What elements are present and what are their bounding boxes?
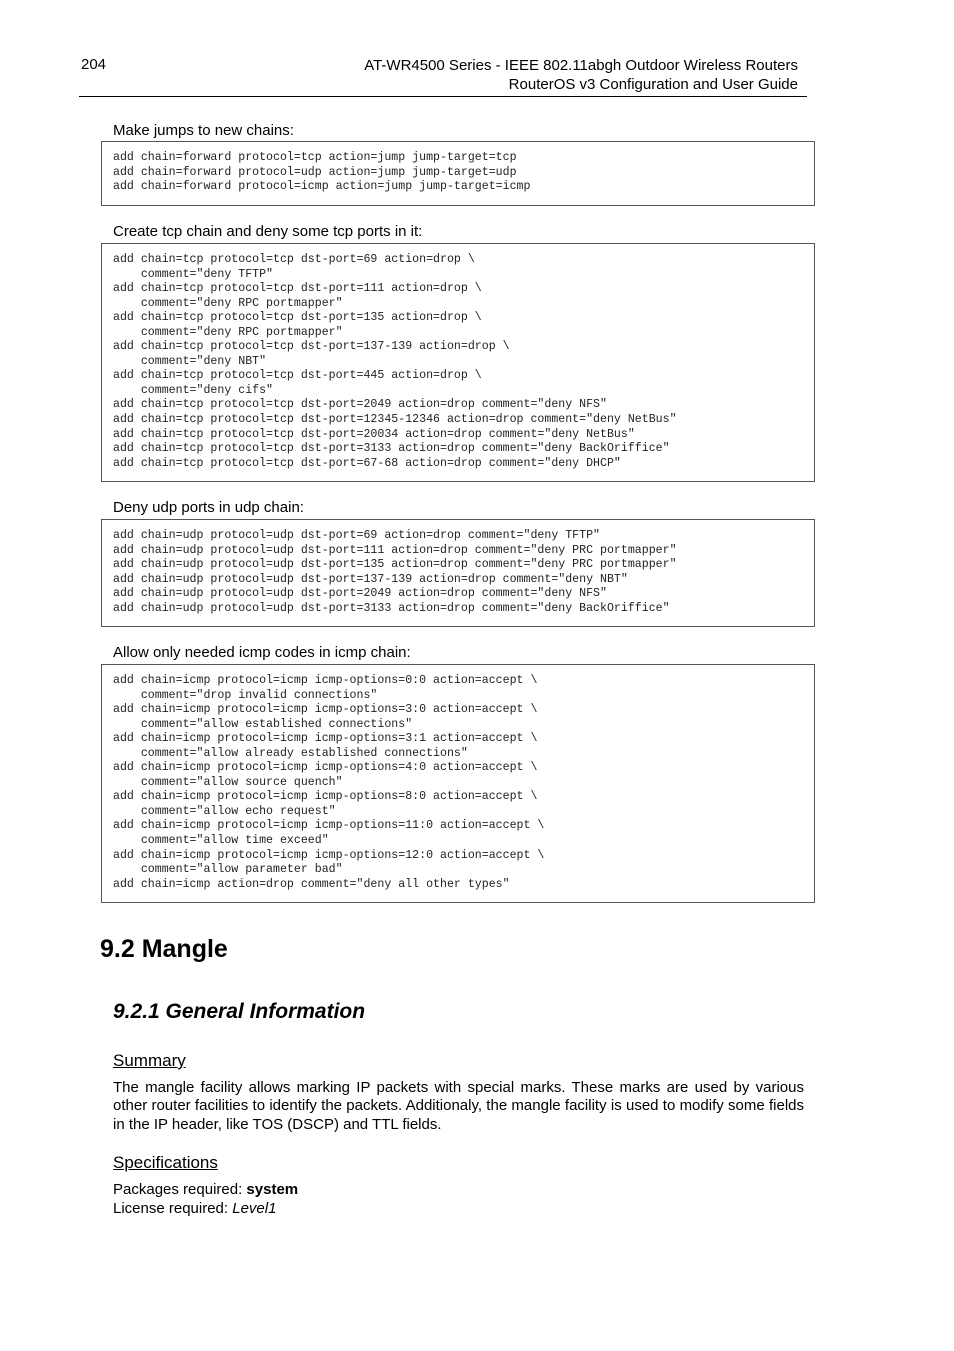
code-line: add chain=icmp action=drop comment="deny all other types" <box>113 877 510 891</box>
license-value: Level1 <box>232 1200 277 1217</box>
heading-specifications: Specifications <box>113 1153 218 1172</box>
code-line: add chain=udp protocol=udp dst-port=111 action=drop comment="deny PRC portmapper" <box>113 543 677 557</box>
code-line: add chain=forward protocol=udp action=jump jump-target=udp <box>113 165 517 179</box>
code-line: comment="deny cifs" <box>113 383 274 397</box>
code-line: comment="drop invalid connections" <box>113 688 378 702</box>
code-line: comment="allow already established connections" <box>113 746 468 760</box>
code-line: comment="deny NBT" <box>113 354 267 368</box>
section-label-udp: Deny udp ports in udp chain: <box>113 499 304 516</box>
code-block-udp <box>101 519 815 627</box>
packages-label: Packages required: <box>113 1181 247 1198</box>
code-block-icmp <box>101 664 815 903</box>
code-line: add chain=udp protocol=udp dst-port=135 action=drop comment="deny PRC portmapper" <box>113 558 677 572</box>
heading-summary: Summary <box>113 1051 186 1070</box>
code-line: add chain=forward protocol=tcp action=jump jump-target=tcp <box>113 151 517 164</box>
code-line: add chain=tcp protocol=tcp dst-port=12345-12346 action=drop comment="deny NetBus" <box>113 413 677 427</box>
heading-general-information: 9.2.1 General Information <box>113 1000 366 1023</box>
code-line: add chain=tcp protocol=tcp dst-port=3133 action=drop comment="deny BackOriffice" <box>113 442 670 456</box>
code-line: add chain=tcp protocol=tcp dst-port=137-139 action=drop \ <box>113 340 510 354</box>
code-line: comment="deny RPC portmapper" <box>113 325 343 339</box>
code-line: comment="allow echo request" <box>113 804 336 818</box>
page-number: 204 <box>81 56 107 73</box>
code-line: add chain=udp protocol=udp dst-port=69 action=drop comment="deny TFTP" <box>113 529 601 542</box>
code-line: add chain=tcp protocol=tcp dst-port=20034 action=drop comment="deny NetBus" <box>113 427 635 441</box>
code-line: add chain=icmp protocol=icmp icmp-options=8:0 action=accept \ <box>113 790 538 804</box>
code-line: add chain=icmp protocol=icmp icmp-options=11:0 action=accept \ <box>113 819 545 833</box>
code-line: add chain=icmp protocol=icmp icmp-options=3:1 action=accept \ <box>113 732 538 746</box>
code-line: add chain=tcp protocol=tcp dst-port=67-68 action=drop comment="deny DHCP" <box>113 456 621 470</box>
code-line: add chain=tcp protocol=tcp dst-port=69 action=drop \ <box>113 253 475 266</box>
code-line: comment="deny TFTP" <box>113 267 274 281</box>
code-line: add chain=icmp protocol=icmp icmp-options=4:0 action=accept \ <box>113 761 538 775</box>
code-line: add chain=forward protocol=icmp action=jump jump-target=icmp <box>113 180 531 194</box>
running-header-line2: RouterOS v3 Configuration and User Guide <box>508 76 798 93</box>
code-line: add chain=icmp protocol=icmp icmp-options=12:0 action=accept \ <box>113 848 545 862</box>
license-label: License required: <box>113 1200 233 1217</box>
code-line: add chain=icmp protocol=icmp icmp-options=0:0 action=accept \ <box>113 674 538 687</box>
code-line: add chain=udp protocol=udp dst-port=137-139 action=drop comment="deny NBT" <box>113 572 628 586</box>
section-label-jumps: Make jumps to new chains: <box>113 122 294 139</box>
code-line: comment="deny RPC portmapper" <box>113 296 343 310</box>
code-line: comment="allow established connections" <box>113 717 413 731</box>
code-line: add chain=tcp protocol=tcp dst-port=135 action=drop \ <box>113 311 482 325</box>
code-line: add chain=icmp protocol=icmp icmp-options=3:0 action=accept \ <box>113 703 538 717</box>
code-line: add chain=tcp protocol=tcp dst-port=445 action=drop \ <box>113 369 482 383</box>
code-line: add chain=udp protocol=udp dst-port=2049 action=drop comment="deny NFS" <box>113 587 607 601</box>
code-line: add chain=tcp protocol=tcp dst-port=111 action=drop \ <box>113 282 482 296</box>
heading-mangle: 9.2 Mangle <box>100 935 228 963</box>
header-rule <box>79 96 807 97</box>
packages-required <box>113 1181 298 1198</box>
code-line: comment="allow parameter bad" <box>113 863 343 877</box>
license-required <box>113 1200 276 1217</box>
code-block-jumps <box>101 141 815 206</box>
section-label-icmp: Allow only needed icmp codes in icmp chain: <box>113 644 411 661</box>
code-line: comment="allow time exceed" <box>113 834 329 848</box>
code-block-tcp <box>101 243 815 482</box>
code-line: add chain=udp protocol=udp dst-port=3133 action=drop comment="deny BackOriffice" <box>113 601 670 615</box>
packages-value: system <box>246 1181 299 1198</box>
code-line: add chain=tcp protocol=tcp dst-port=2049 action=drop comment="deny NFS" <box>113 398 607 412</box>
code-line: comment="allow source quench" <box>113 775 343 789</box>
summary-paragraph: The mangle facility allows marking IP packets with special marks. These marks are used by various other router facilities to identify the packets. Additionaly, the mangle facility is used to modify some fields in the IP header, like TOS (DSCP) and TTL fields. <box>113 1079 804 1133</box>
section-label-tcp: Create tcp chain and deny some tcp ports in it: <box>113 223 423 240</box>
running-header-line1: AT-WR4500 Series - IEEE 802.11abgh Outdoor Wireless Routers <box>364 57 798 74</box>
running-header <box>364 56 798 94</box>
